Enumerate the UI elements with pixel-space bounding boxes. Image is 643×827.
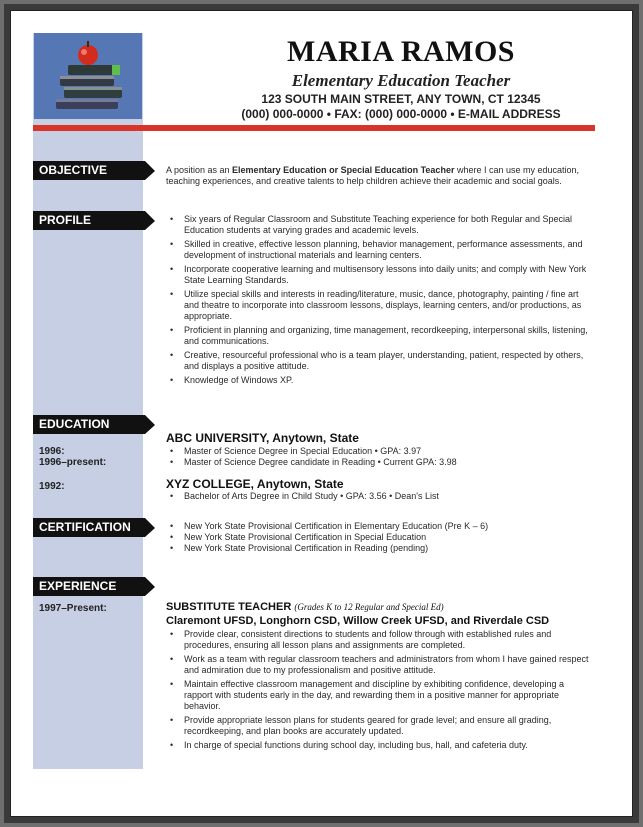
objective-text [166, 165, 591, 187]
objective-text-strong: Elementary Education or Special Education Teacher [232, 165, 455, 175]
experience-item: • In charge of special functions during school day, including bus, hall, and cafeteria duty. [166, 740, 591, 751]
profile-item: • Creative, resourceful professional who is a team player, understanding, patient, respected by others, and displays a positive attitude. [166, 350, 591, 372]
resume-page [10, 10, 633, 817]
school-name: XYZ COLLEGE, Anytown, State [166, 477, 344, 491]
objective-text-end: where I can use my education, teaching experiences, and creative talents to help children achieve their academic and social goals. [166, 165, 580, 186]
job-title-heading: Elementary Education Teacher [291, 71, 511, 90]
certification-heading: CERTIFICATION [33, 518, 145, 537]
candidate-name: MARIA RAMOS [287, 35, 515, 68]
education-date: 1992: [39, 481, 65, 492]
header-divider [33, 125, 595, 131]
contact-line: (000) 000-0000 • FAX: (000) 000-0000 • E-MAIL ADDRESS [241, 107, 561, 121]
school-name: ABC UNIVERSITY, Anytown, State [166, 431, 359, 445]
certification-list [166, 521, 591, 554]
experience-list [166, 629, 591, 754]
profile-item: • Skilled in creative, effective lesson planning, behavior management, performance assessments, and development of instructional materials and learning centers. [166, 239, 591, 261]
profile-list [166, 214, 591, 389]
address-line: 123 SOUTH MAIN STREET, ANY TOWN, CT 12345 [261, 92, 541, 106]
certification-item: • New York State Provisional Certification in Reading (pending) [166, 543, 591, 554]
education-list [166, 446, 591, 468]
profile-heading: PROFILE [33, 211, 145, 230]
degree-item: • Master of Science Degree in Special Education • GPA: 3.97 [166, 446, 591, 457]
objective-text-start: A position as an [166, 165, 233, 175]
position-meta: (Grades K to 12 Regular and Special Ed) [294, 602, 444, 612]
education-list [166, 491, 591, 502]
certification-item: • New York State Provisional Certification in Elementary Education (Pre K – 6) [166, 521, 591, 532]
experience-date: 1997–Present: [39, 603, 107, 614]
apple-on-books-icon [34, 33, 142, 119]
employer-list: Claremont UFSD, Longhorn CSD, Willow Creek UFSD, and Riverdale CSD [166, 615, 550, 627]
experience-item: • Provide appropriate lesson plans for students geared for grade level; and ensure all grading, recordkeeping, and plan books are accurately updated. [166, 715, 591, 737]
experience-heading: EXPERIENCE [33, 577, 145, 596]
profile-item: • Proficient in planning and organizing, time management, recordkeeping, interpersonal skills, listening, and communications. [166, 325, 591, 347]
education-heading: EDUCATION [33, 415, 145, 434]
experience-item: • Maintain effective classroom management and discipline by exhibiting confidence, developing a rapport with students early in the day, and rewarding them in a positive manner for appropriate behavior. [166, 679, 591, 712]
profile-item: • Six years of Regular Classroom and Substitute Teaching experience for both Regular and Special Education students at varying grades and academic levels. [166, 214, 591, 236]
experience-item: • Provide clear, consistent directions to students and follow through with established rules and procedures, ensuring all lesson plans and assignments are completed. [166, 629, 591, 651]
certification-item: • New York State Provisional Certification in Special Education [166, 532, 591, 543]
profile-item: • Incorporate cooperative learning and multisensory lessons into daily units; and comply with New York State Learning Standards. [166, 264, 591, 286]
left-sidebar [33, 33, 143, 769]
profile-item: • Knowledge of Windows XP. [166, 375, 591, 386]
experience-item: • Work as a team with regular classroom teachers and administrators from whom I have gained respect and admiration due to my professionalism and positive attitude. [166, 654, 591, 676]
degree-item: • Master of Science Degree candidate in Reading • Current GPA: 3.98 [166, 457, 591, 468]
position-title: SUBSTITUTE TEACHER [166, 601, 292, 613]
degree-item: • Bachelor of Arts Degree in Child Study • GPA: 3.56 • Dean's List [166, 491, 591, 502]
experience-title [166, 601, 444, 613]
profile-item: • Utilize special skills and interests in reading/literature, music, dance, photography, painting / fine art and theatre to incorporate into classroom lessons, displays, learning centers, and/or productions, as appropriate. [166, 289, 591, 322]
education-date: 1996: [39, 446, 65, 457]
objective-heading: OBJECTIVE [33, 161, 145, 180]
education-date: 1996–present: [39, 457, 107, 468]
